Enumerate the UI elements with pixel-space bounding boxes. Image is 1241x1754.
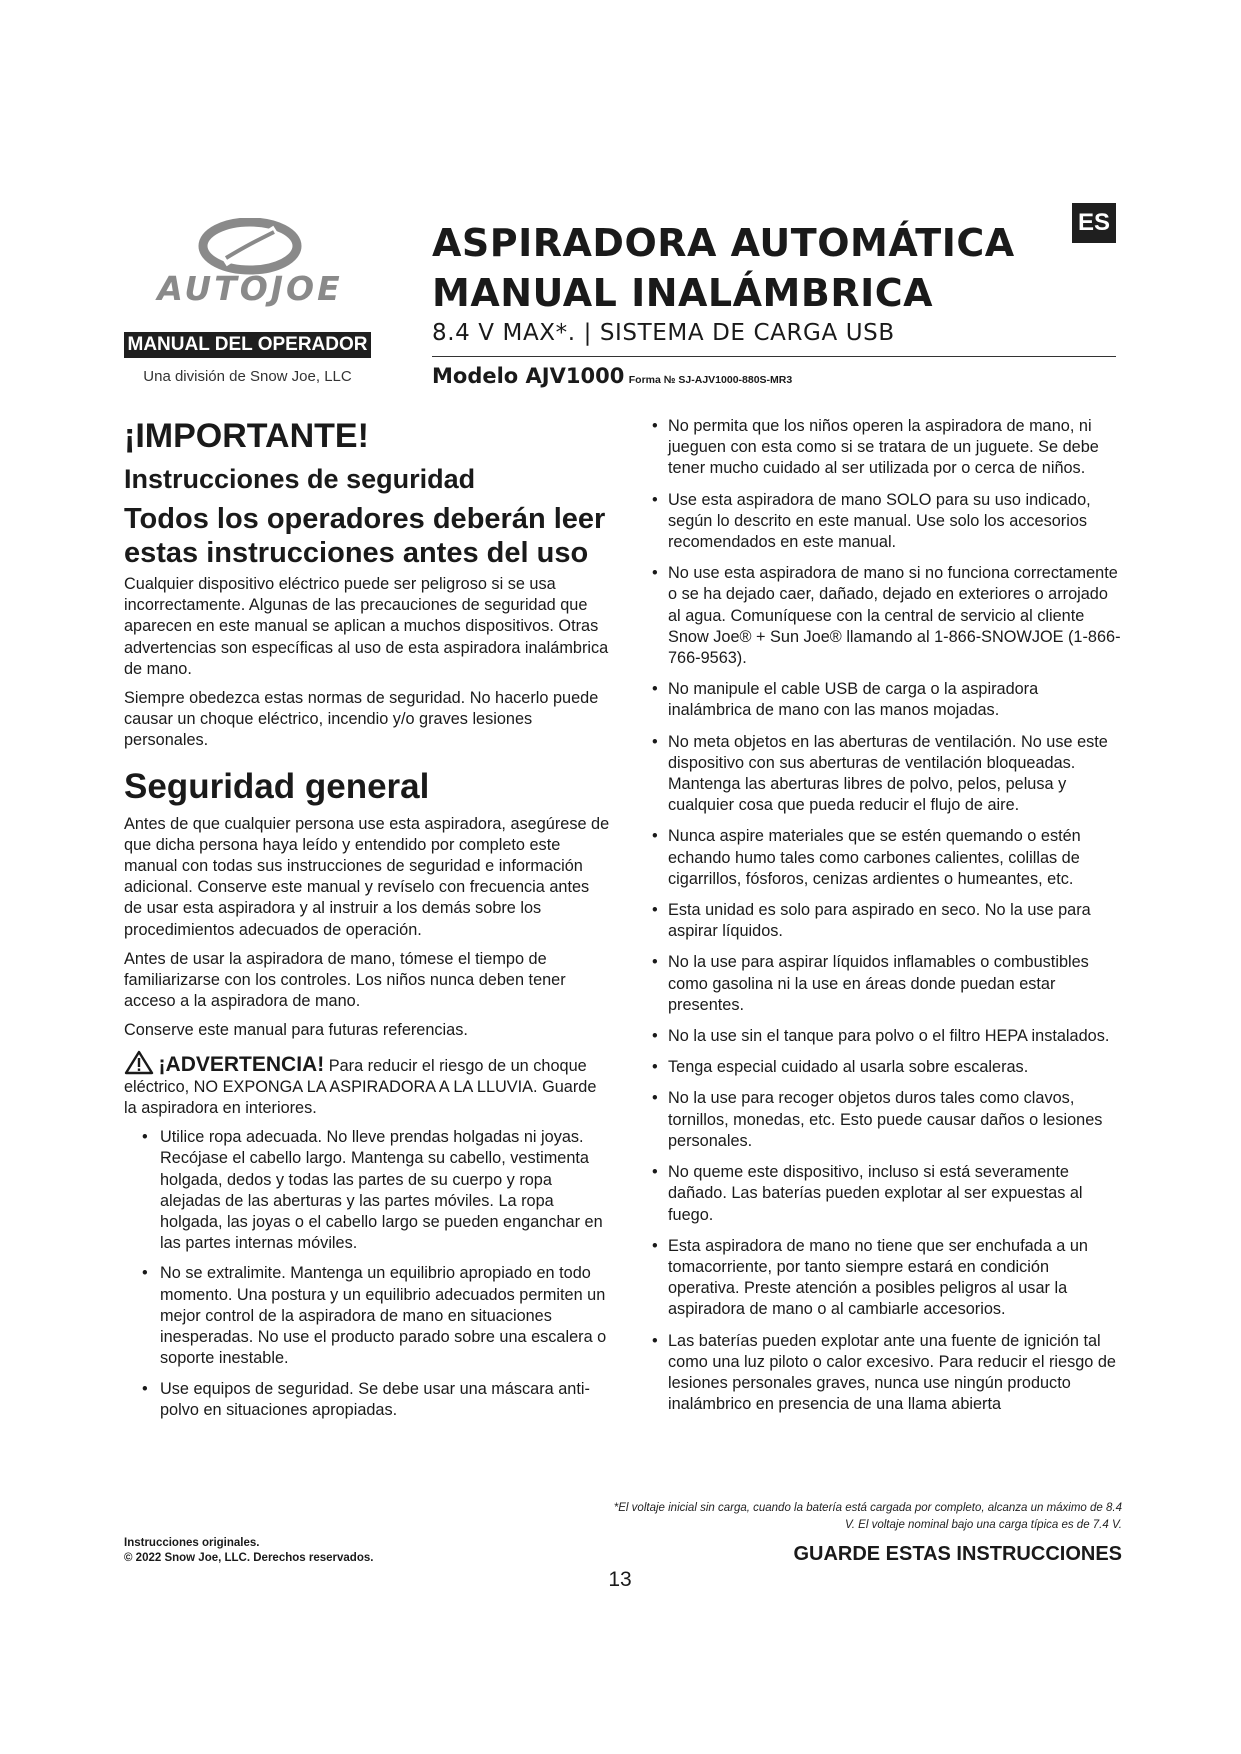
read-instructions-heading: Todos los operadores deberán leer estas instrucciones antes del uso — [124, 503, 606, 569]
list-item: • No meta objetos en las aberturas de ventilación. No use este dispositivo con sus aberturas de ventilación bloqueadas. Mantenga las aberturas libres de polvo, pelos, pelusa y cualquier cosa que pueda reducir el flujo de aire. — [652, 732, 1108, 815]
model-line — [432, 364, 792, 388]
left-column — [124, 416, 611, 1430]
read-manual-paragraph: Antes de que cualquier persona use esta aspiradora, asegúrese de que dicha persona haya leído y entendido por completo este manual con todas sus instrucciones de seguridad e información adicional. Conserve este manual y revíselo con frecuencia antes de usar esta aspiradora y al instruir a los demás sobre los procedimientos adecuados de operación. — [124, 814, 610, 939]
copyright-text: © 2022 Snow Joe, LLC. Derechos reservados. — [124, 1552, 374, 1564]
list-item: • Use esta aspiradora de mano SOLO para su uso indicado, según lo descrito en este manual. Use solo los accesorios recomendados en este manual. — [652, 490, 1091, 552]
warning-triangle-icon — [124, 1050, 154, 1075]
warning-paragraph — [124, 1050, 611, 1120]
list-item: • No manipule el cable USB de carga o la aspiradora inalámbrica de mano con las manos mojadas. — [652, 680, 1039, 720]
keep-manual-paragraph: Conserve este manual para futuras referencias. — [124, 1021, 468, 1040]
language-badge: ES — [1072, 203, 1116, 243]
title-line-1: ASPIRADORA AUTOMÁTICA — [432, 221, 1015, 265]
list-item: • No queme este dispositivo, incluso si está severamente dañado. Las baterías pueden explotar al ser expuestas al fuego. — [652, 1163, 1083, 1224]
list-item: • No la use sin el tanque para polvo o el filtro HEPA instalados. — [652, 1027, 1110, 1046]
header-divider — [432, 356, 1116, 357]
division-text: Una división de Snow Joe, LLC — [143, 368, 352, 385]
original-instructions-text: Instrucciones originales. — [124, 1537, 260, 1549]
model-number: Modelo AJV1000 — [432, 364, 625, 388]
logo-swoosh-icon — [203, 222, 297, 270]
page-subtitle: 8.4 V MAX*. | SISTEMA DE CARGA USB — [432, 320, 895, 346]
list-item: • Utilice ropa adecuada. No lleve prendas holgadas ni joyas. Recójase el cabello largo. Mantenga su cabello, vestimenta holgada, dedos y todas las partes de su cuerpo y ropa alejadas de las aberturas y las partes móviles. La ropa holgada, las joyas o el cabello largo se pueden enganchar en las partes internas móviles. — [142, 1128, 603, 1253]
list-item: • Nunca aspire materiales que se estén quemando o estén echando humo tales como carbones calientes, colillas de cigarrillos, fósforos, cenizas ardientes o humeantes, etc. — [652, 827, 1081, 888]
list-item: • Esta aspiradora de mano no tiene que ser enchufada a un tomacorriente, por tanto siempre estará en condición operativa. Preste atención a posibles peligros al usar la aspiradora de mano o al cambiarle accesorios. — [652, 1236, 1088, 1319]
voltage-footnote: *El voltaje inicial sin carga, cuando la batería está cargada por completo, alcanza un máximo de 8.4 V. El voltaje nominal bajo una carga típica es de 7.4 V. — [613, 1502, 1122, 1531]
list-item: • No se extralimite. Mantenga un equilibrio apropiado en todo momento. Una postura y un equilibrio adecuados permiten un mejor control de la aspiradora de mano en situaciones inesperadas. No use el producto parado sobre una escalera o soporte inestable. — [142, 1264, 607, 1368]
list-item: • Esta unidad es solo para aspirado en seco. No la use para aspirar líquidos. — [652, 901, 1091, 941]
list-item: • Tenga especial cuidado al usarla sobre escaleras. — [652, 1058, 1029, 1077]
save-instructions-text: GUARDE ESTAS INSTRUCCIONES — [793, 1543, 1122, 1565]
form-label: Forma № — [628, 374, 679, 386]
obey-rules-paragraph: Siempre obedezca estas normas de seguridad. No hacerlo puede causar un choque eléctrico, incendio y/o graves lesiones personales. — [124, 689, 599, 750]
list-item: • No la use para aspirar líquidos inflamables o combustibles como gasolina ni la use en áreas donde puedan estar presentes. — [652, 953, 1089, 1014]
list-item: • Las baterías pueden explotar ante una fuente de ignición tal como una luz piloto o calor excesivo. Para reducir el riesgo de lesiones personales graves, nunca use ningún producto inalámbrico en presencia de una llama abierta — [652, 1331, 1116, 1414]
page-title — [432, 218, 1082, 318]
operator-manual-badge: MANUAL DEL OPERADOR — [124, 332, 371, 358]
left-bullet-list — [124, 1127, 611, 1421]
safety-instructions-heading: Instrucciones de seguridad — [124, 464, 476, 494]
autojoe-logo — [120, 218, 380, 313]
list-item: • Use equipos de seguridad. Se debe usar una máscara anti-polvo en situaciones apropiadas. — [142, 1379, 590, 1419]
list-item: • No permita que los niños operen la aspiradora de mano, ni jueguen con esta como si se tratara de un juguete. Se debe tener mucho cuidado al ser utilizada por o cerca de niños. — [652, 417, 1099, 478]
right-column — [652, 416, 1122, 1425]
warning-text: Para reducir el riesgo de un choque eléctrico, NO EXPONGA LA ASPIRADORA A LA LLUVIA. Guarde la aspiradora en interiores. — [124, 1056, 597, 1118]
list-item: • No use esta aspiradora de mano si no funciona correctamente o se ha dejado caer, dañado, dejado en exteriores o arrojado al agua. Comuníquese con la central de servicio al cliente Snow Joe® + Sun Joe® llamando al 1-866-SNOWJOE (1-866-766-9563). — [652, 564, 1121, 668]
list-item: • No la use para recoger objetos duros tales como clavos, tornillos, monedas, etc. Esto puede causar daños o lesiones personales. — [652, 1089, 1103, 1150]
general-safety-heading: Seguridad general — [124, 766, 430, 806]
warning-heading: ¡ADVERTENCIA! — [158, 1052, 325, 1076]
title-line-2: MANUAL INALÁMBRICA — [432, 271, 934, 315]
logo-wordmark: AUTOJOE — [157, 269, 343, 308]
controls-paragraph: Antes de usar la aspiradora de mano, tómese el tiempo de familiarizarse con los controles. Los niños nunca deben tener acceso a la aspiradora de mano. — [124, 949, 566, 1011]
footer-left — [124, 1536, 373, 1566]
right-bullet-list — [652, 416, 1122, 1415]
form-number: SJ-AJV1000-880S-MR3 — [678, 374, 793, 386]
page-number: 13 — [608, 1568, 632, 1591]
important-heading: ¡IMPORTANTE! — [124, 417, 369, 455]
intro-paragraph: Cualquier dispositivo eléctrico puede ser peligroso si se usa incorrectamente. Algunas de las precauciones de seguridad que aparecen en este manual se aplican a muchos dispositivos. Otras advertencias son específicas al uso de esta aspiradora inalámbrica de mano. — [124, 575, 609, 678]
